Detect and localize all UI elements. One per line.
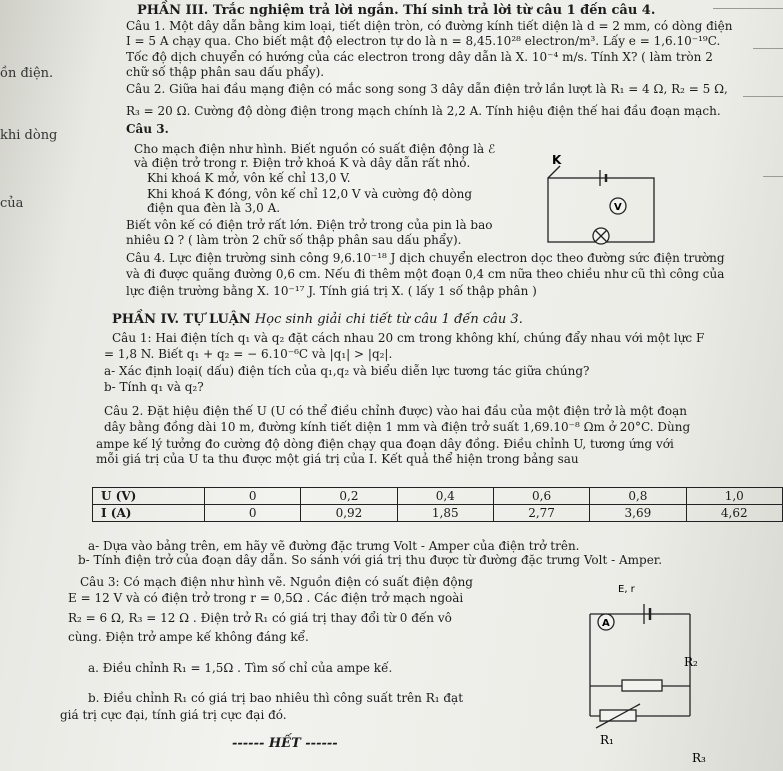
table-cell: 0 bbox=[205, 488, 301, 505]
table-cell: 0,4 bbox=[397, 488, 493, 505]
table-row bbox=[93, 505, 783, 522]
q3-line: Biết vôn kế có điện trở rất lớn. Điện trở trong của pin là bao bbox=[126, 218, 493, 232]
row-label: U (V) bbox=[93, 488, 205, 505]
q3-line: Cho mạch điện như hình. Biết nguồn có suất điện động là ℰ bbox=[134, 142, 496, 156]
p4-q1-line: = 1,8 N. Biết q₁ + q₂ = − 6.10⁻⁶C và |q₁| > |q₂|. bbox=[104, 347, 393, 361]
r1-label: R₁ bbox=[600, 733, 614, 747]
part4-heading bbox=[112, 313, 523, 327]
p4-q2-line: Câu 2. Đặt hiệu điện thế U (U có thể điều chỉnh được) vào hai đầu của một điện trở là một đoạn bbox=[104, 404, 687, 418]
source-label: E, r bbox=[618, 584, 635, 595]
table-cell: 0,2 bbox=[301, 488, 397, 505]
circuit-figure-q3 bbox=[530, 148, 670, 258]
p4-q3-line: Câu 3: Có mạch điện như hình vẽ. Nguồn điện có suất điện động bbox=[80, 575, 473, 589]
left-cut-text: ồn điện. bbox=[0, 66, 54, 81]
q3-line: Khi khoá K đóng, vôn kế chỉ 12,0 V và cường độ dòng bbox=[147, 187, 473, 201]
p4-q2-line: dây bằng đồng dài 10 m, đường kính tiết diện 1 mm và điện trở suất 1,69.10⁻⁸ Ωm ở 20°C. Dùng bbox=[104, 420, 691, 434]
table-cell: 4,62 bbox=[686, 505, 782, 522]
q2-line: Câu 2. Giữa hai đầu mạng điện có mắc song song 3 dây dẫn điện trở lần lượt là R₁ = 4 Ω, R₂ = 5 Ω, bbox=[126, 82, 728, 96]
p4-q2-line: ampe kế lý tưởng đo cường độ dòng điện chạy qua đoạn dây đồng. Điều chỉnh U, tương ứng với bbox=[96, 437, 674, 451]
part4-heading-italic: Học sinh giải chi tiết từ câu 1 đến câu 3. bbox=[254, 312, 523, 327]
q3-title: Câu 3. bbox=[126, 122, 169, 136]
q4-line: Câu 4. Lực điện trường sinh công 9,6.10⁻¹⁸ J dịch chuyển electron dọc theo đường sức điện trường bbox=[126, 251, 725, 265]
q1-line: I = 5 A chạy qua. Cho biết mật độ electron tự do là n = 8,45.10²⁸ electron/m³. Lấy e = 1,6.10⁻¹⁹C. bbox=[126, 34, 721, 48]
p4-q3-line: E = 12 V và có điện trở trong r = 0,5Ω . Các điện trở mạch ngoài bbox=[68, 591, 464, 605]
p4-q3-line: b. Điều chỉnh R₁ có giá trị bao nhiêu thì công suất trên R₁ đạt bbox=[88, 691, 464, 705]
table-cell: 3,69 bbox=[590, 505, 686, 522]
q3-line: nhiêu Ω ? ( làm tròn 2 chữ số thập phân sau dấu phẩy). bbox=[126, 233, 462, 247]
p4-q3-line: R₂ = 6 Ω, R₃ = 12 Ω . Điện trở R₁ có giá trị thay đổi từ 0 đến vô bbox=[68, 611, 452, 625]
circuit-figure-p4q3 bbox=[560, 576, 720, 766]
q1-line: Tốc độ dịch chuyển có hướng của các electron trong dây dẫn là X. 10⁻⁴ m/s. Tính X? ( làm tròn 2 bbox=[126, 50, 713, 64]
q3-line: Khi khoá K mở, vôn kế chỉ 13,0 V. bbox=[147, 171, 351, 185]
p4-q2-after-line: a- Dựa vào bảng trên, em hãy vẽ đường đặc trưng Volt - Amper của điện trở trên. bbox=[88, 539, 580, 553]
table-cell: 0,8 bbox=[590, 488, 686, 505]
p4-q2-after-line: b- Tính điện trở của đoạn dây dẫn. So sánh với giá trị thu được từ đường đặc trưng Volt - Amper. bbox=[78, 553, 663, 567]
table-cell: 0 bbox=[205, 505, 301, 522]
part4-heading-bold: PHẦN IV. TỰ LUẬN bbox=[112, 312, 251, 327]
p4-q3-line: a. Điều chỉnh R₁ = 1,5Ω . Tìm số chỉ của ampe kế. bbox=[88, 661, 393, 675]
q1-line: chữ số thập phân sau dấu phẩy). bbox=[126, 65, 325, 79]
q4-line: và đi được quãng đường 0,6 cm. Nếu đi thêm một đoạn 0,4 cm nữa theo chiều như cũ thì công của bbox=[126, 267, 725, 281]
q1-line: Câu 1. Một dây dẫn bằng kim loại, tiết diện tròn, có đường kính tiết diện là d = 2 mm, có dòng điện bbox=[126, 19, 733, 33]
table-cell: 1,85 bbox=[397, 505, 493, 522]
table-cell: 1,0 bbox=[686, 488, 782, 505]
resistor-r2 bbox=[622, 680, 662, 691]
q3-line: và điện trở trong r. Điện trở khoá K và dây dẫn rất nhỏ. bbox=[134, 156, 471, 170]
voltmeter-label: V bbox=[614, 202, 622, 213]
footer-end: ------ HẾT ------ bbox=[232, 736, 338, 751]
p4-q1-line: a- Xác định loại( dấu) điện tích của q₁,q₂ và biểu diễn lực tương tác giữa chúng? bbox=[104, 364, 590, 378]
ui-table bbox=[92, 487, 783, 522]
table-row bbox=[93, 488, 783, 505]
margin-rule bbox=[763, 176, 783, 177]
row-label: I (A) bbox=[93, 505, 205, 522]
table-cell: 0,92 bbox=[301, 505, 397, 522]
table-cell: 0,6 bbox=[493, 488, 589, 505]
ammeter-label: A bbox=[602, 618, 610, 629]
p4-q2-line: mỗi giá trị của U ta thu được một giá trị của I. Kết quả thể hiện trong bảng sau bbox=[96, 452, 579, 466]
q3-line: điện qua đèn là 3,0 A. bbox=[147, 201, 281, 215]
p4-q1-line: b- Tính q₁ và q₂? bbox=[104, 380, 204, 394]
margin-rule bbox=[713, 8, 783, 9]
r3-label: R₃ bbox=[692, 751, 706, 765]
left-cut-text: của bbox=[0, 196, 24, 211]
switch-label: K bbox=[552, 153, 562, 167]
r2-label: R₂ bbox=[684, 655, 698, 669]
p4-q3-line: cùng. Điện trở ampe kế không đáng kể. bbox=[68, 630, 309, 644]
p4-q1-line: Câu 1: Hai điện tích q₁ và q₂ đặt cách nhau 20 cm trong không khí, chúng đẩy nhau với một lực F bbox=[112, 331, 705, 345]
margin-rule bbox=[743, 96, 783, 97]
table-cell: 2,77 bbox=[493, 505, 589, 522]
margin-rule bbox=[753, 48, 783, 49]
left-cut-text: khi dòng bbox=[0, 128, 58, 143]
p4-q3-line: giá trị cực đại, tính giá trị cực đại đó. bbox=[60, 708, 287, 722]
q4-line: lực điện trường bằng X. 10⁻¹⁷ J. Tính giá trị X. ( lấy 1 số thập phân ) bbox=[126, 284, 537, 298]
q2-line: R₃ = 20 Ω. Cường độ dòng điện trong mạch chính là 2,2 A. Tính hiệu điện thế hai đầu đoạn mạch. bbox=[126, 104, 721, 118]
switch-k bbox=[548, 166, 560, 178]
part3-heading: PHẦN III. Trắc nghiệm trả lời ngắn. Thí sinh trả lời từ câu 1 đến câu 4. bbox=[137, 3, 656, 18]
